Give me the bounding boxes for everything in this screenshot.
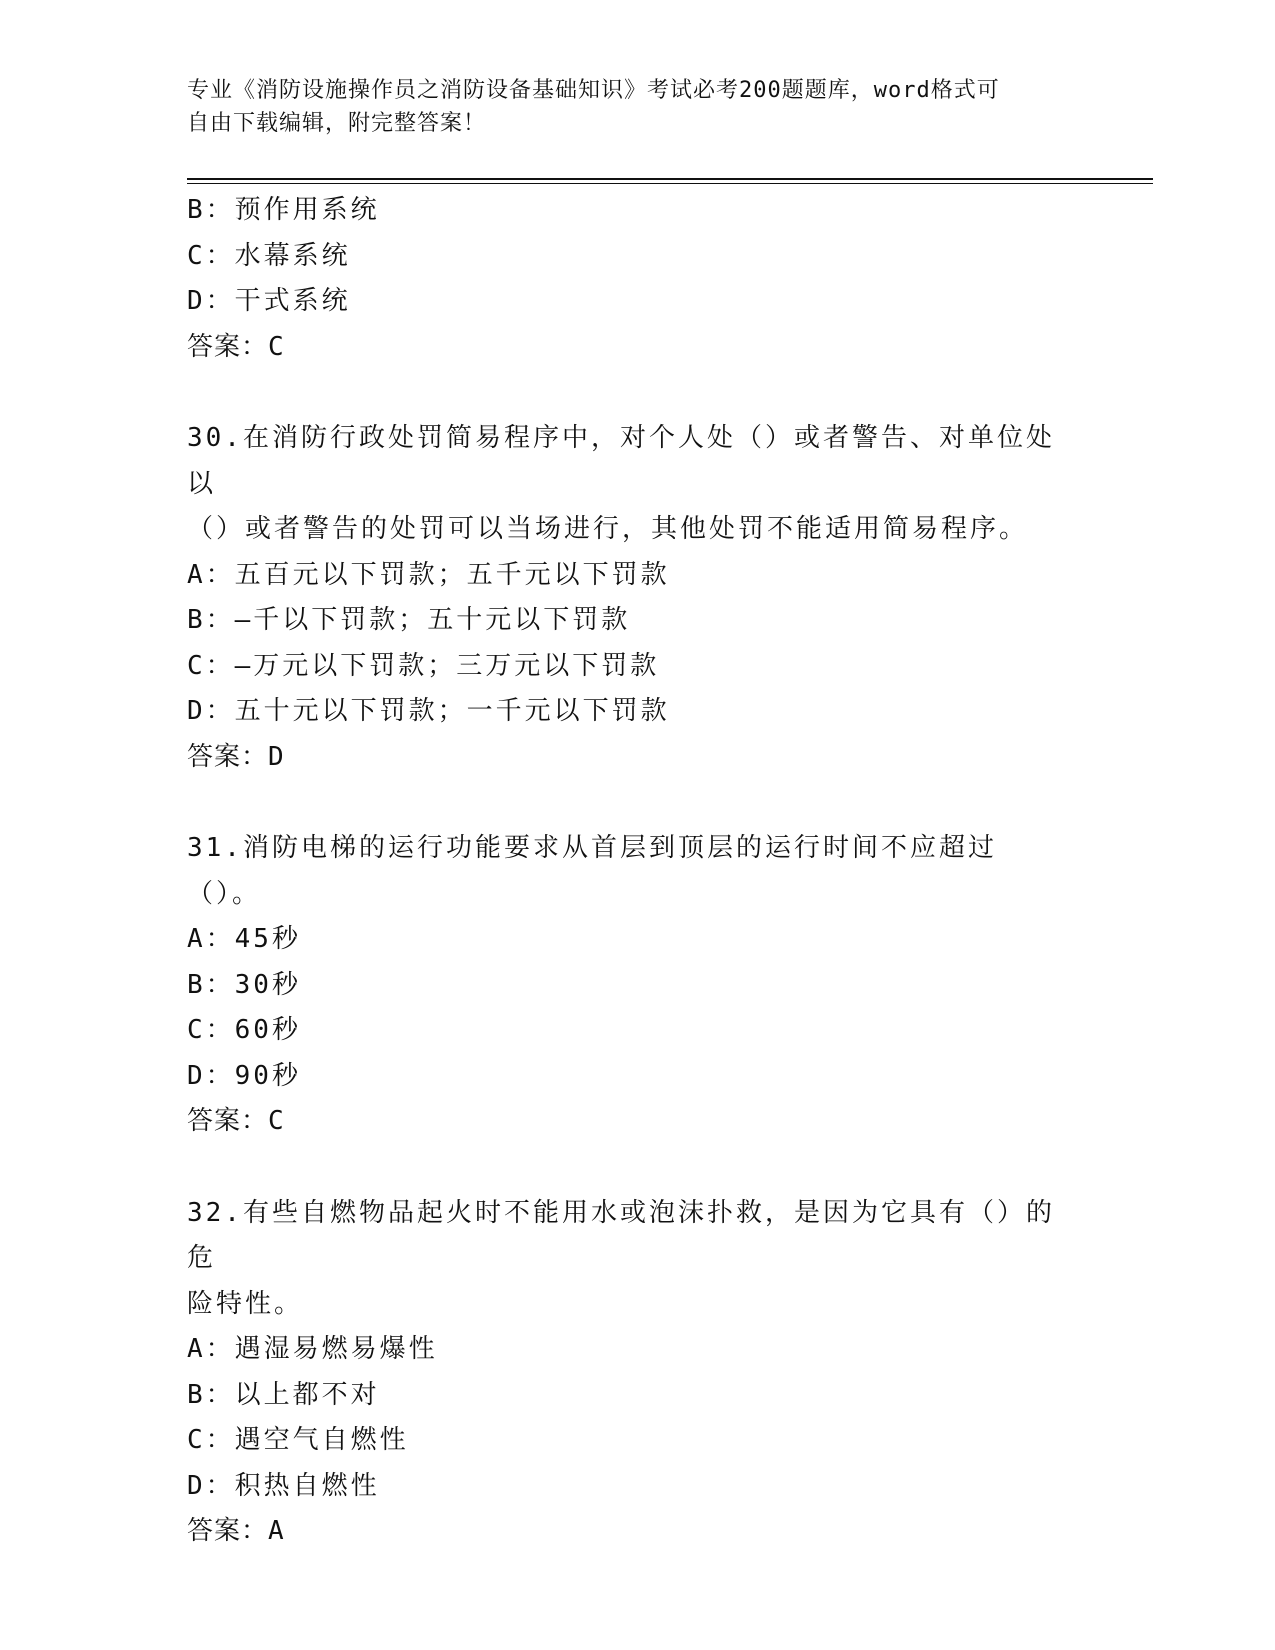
spacer	[187, 370, 1087, 416]
question-30	[187, 416, 1087, 780]
header-divider-thick	[187, 178, 1153, 180]
option-b: B：30秒	[187, 969, 301, 1000]
header-divider-thin	[187, 183, 1153, 184]
option-b: B：—千以下罚款；五十元以下罚款	[187, 605, 631, 635]
question-text-line: （）或者警告的处罚可以当场进行，其他处罚不能适用简易程序。	[187, 514, 1029, 544]
answer-line: 答案：A	[187, 1516, 285, 1546]
option-a: A：45秒	[187, 924, 301, 954]
answer-line: 答案：C	[187, 1106, 285, 1136]
option-c: C：60秒	[187, 1015, 301, 1045]
option-d: D：90秒	[187, 1060, 301, 1091]
option-d: D：五十元以下罚款；一千元以下罚款	[187, 696, 670, 726]
option-a: A：五百元以下罚款；五千元以下罚款	[187, 559, 670, 590]
question-text-line: 32.有些自燃物品起火时不能用水或泡沫扑救，是因为它具有（）的危	[187, 1197, 1055, 1273]
spacer	[187, 1145, 1087, 1191]
option-c: C：水幕系统	[187, 240, 351, 271]
option-b: B：以上都不对	[187, 1379, 380, 1410]
question-29-continued	[187, 188, 1087, 370]
question-list	[187, 188, 1087, 1555]
option-c: C：—万元以下罚款；三万元以下罚款	[187, 650, 660, 681]
header-line-1: 专业《消防设施操作员之消防设备基础知识》考试必考200题题库，word格式可	[187, 78, 1000, 103]
question-text-line: 31.消防电梯的运行功能要求从首层到顶层的运行时间不应超过（）。	[187, 833, 997, 909]
question-31	[187, 826, 1087, 1145]
question-32	[187, 1191, 1087, 1555]
option-d: D：干式系统	[187, 286, 351, 316]
option-d: D：积热自燃性	[187, 1470, 380, 1501]
option-a: A：遇湿易燃易爆性	[187, 1334, 438, 1364]
spacer	[187, 780, 1087, 826]
question-text-line: 险特性。	[187, 1288, 304, 1319]
question-text-line: 30.在消防行政处罚简易程序中，对个人处（）或者警告、对单位处以	[187, 423, 1055, 499]
answer-line: 答案：D	[187, 741, 285, 772]
answer-line: 答案：C	[187, 331, 285, 362]
option-b: B：预作用系统	[187, 195, 380, 225]
option-c: C：遇空气自燃性	[187, 1425, 409, 1455]
document-header	[187, 74, 1087, 140]
header-line-2: 自由下载编辑，附完整答案！	[187, 111, 487, 136]
